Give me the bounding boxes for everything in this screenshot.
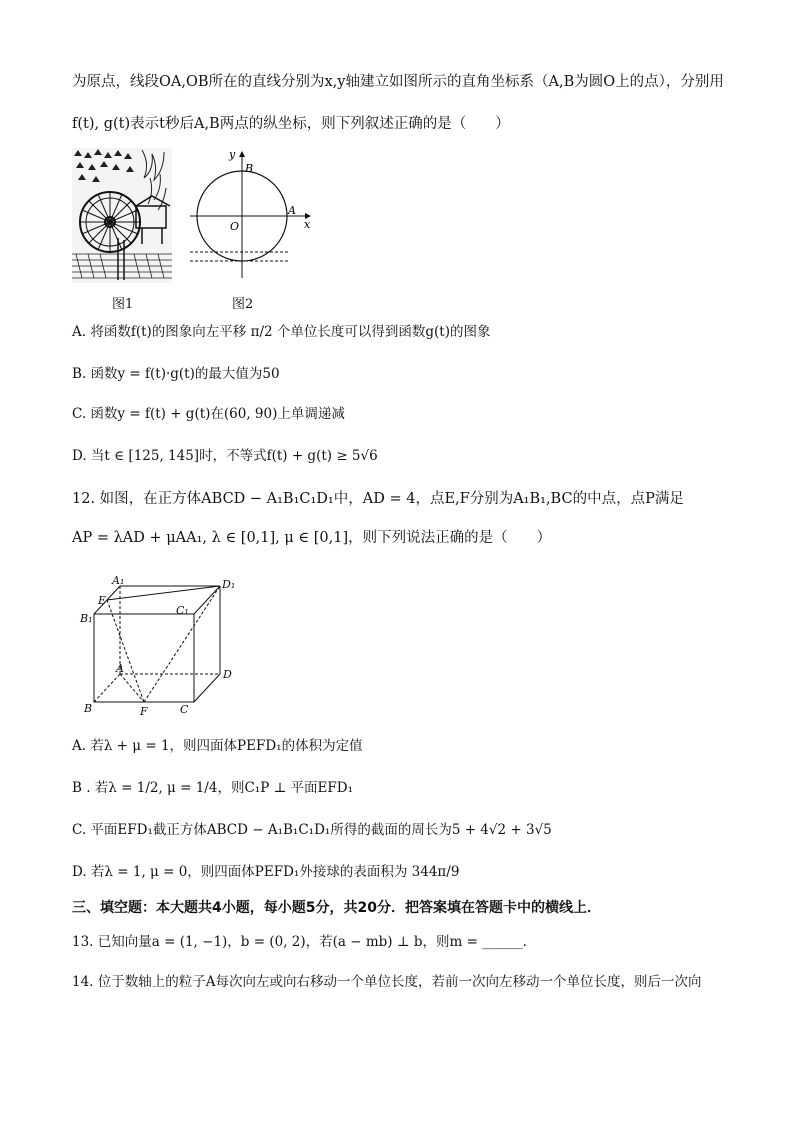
- point-a-label: A: [288, 204, 296, 217]
- fig1-caption: 图1: [112, 297, 134, 312]
- q13-text: 13. 已知向量a = (1, −1)，b = (0, 2)，若(a − mb) ⊥ b，则m = ______.: [72, 934, 527, 950]
- y-axis-label: y: [229, 148, 236, 161]
- q12-option-a: A. 若λ + μ = 1，则四面体PEFD₁的体积为定值: [72, 738, 363, 754]
- section-3-heading: 三、填空题：本大题共4小题，每小题5分，共20分．把答案填在答题卡中的横线上．: [72, 900, 601, 916]
- q12-option-b: B . 若λ = 1/2, μ = 1/4，则C₁P ⊥ 平面EFD₁: [72, 780, 354, 796]
- q11-line1: 为原点，线段OA,OB所在的直线分别为x,y轴建立如图所示的直角坐标系（A,B为圆O上的点），分别用: [72, 74, 724, 90]
- vertex-c-label: C: [180, 703, 189, 716]
- fig2-caption: 图2: [232, 297, 254, 312]
- vertex-a1-label: A₁: [112, 574, 125, 587]
- waterwheel-figure: [72, 148, 172, 283]
- vertex-a-label: A: [116, 662, 124, 675]
- point-b-label: B: [245, 162, 254, 175]
- origin-label: O: [230, 220, 240, 233]
- circle-coordinate-figure: [186, 146, 314, 278]
- vertex-d-label: D: [223, 668, 232, 681]
- x-axis-label: x: [304, 218, 311, 231]
- q12-line2: AP = λAD + μAA₁, λ ∈ [0,1], μ ∈ [0,1]，则下列说法正确的是（ ）: [72, 530, 552, 546]
- q14-text: 14. 位于数轴上的粒子A每次向左或向右移动一个单位长度，若前一次向左移动一个单位长度，则后一次向: [72, 974, 702, 990]
- q11-option-c: C. 函数y = f(t) + g(t)在(60, 90)上单调递减: [72, 406, 345, 422]
- vertex-c1-label: C₁: [176, 604, 189, 617]
- q12-option-c: C. 平面EFD₁截正方体ABCD − A₁B₁C₁D₁所得的截面的周长为5 + 4√2 + 3√5: [72, 822, 552, 838]
- vertex-d1-label: D₁: [222, 578, 236, 591]
- point-e-label: E: [98, 594, 107, 607]
- q11-line2: f(t), g(t)表示t秒后A,B两点的纵坐标，则下列叙述正确的是（ ）: [72, 116, 510, 132]
- q12-option-d: D. 若λ = 1, μ = 0，则四面体PEFD₁外接球的表面积为 344π/9: [72, 864, 460, 880]
- q11-option-a: A. 将函数f(t)的图象向左平移 π/2 个单位长度可以得到函数g(t)的图象: [72, 324, 491, 340]
- cube-figure: [76, 572, 246, 720]
- q11-option-d: D. 当t ∈ [125, 145]时，不等式f(t) + g(t) ≥ 5√6: [72, 448, 378, 464]
- q11-option-b: B. 函数y = f(t)·g(t)的最大值为50: [72, 366, 280, 382]
- point-f-label: F: [140, 705, 148, 718]
- q12-line1: 12. 如图，在正方体ABCD − A₁B₁C₁D₁中，AD = 4，点E,F分别为A₁B₁,BC的中点，点P满足: [72, 491, 684, 507]
- vertex-b1-label: B₁: [80, 612, 93, 625]
- vertex-b-label: B: [84, 702, 93, 715]
